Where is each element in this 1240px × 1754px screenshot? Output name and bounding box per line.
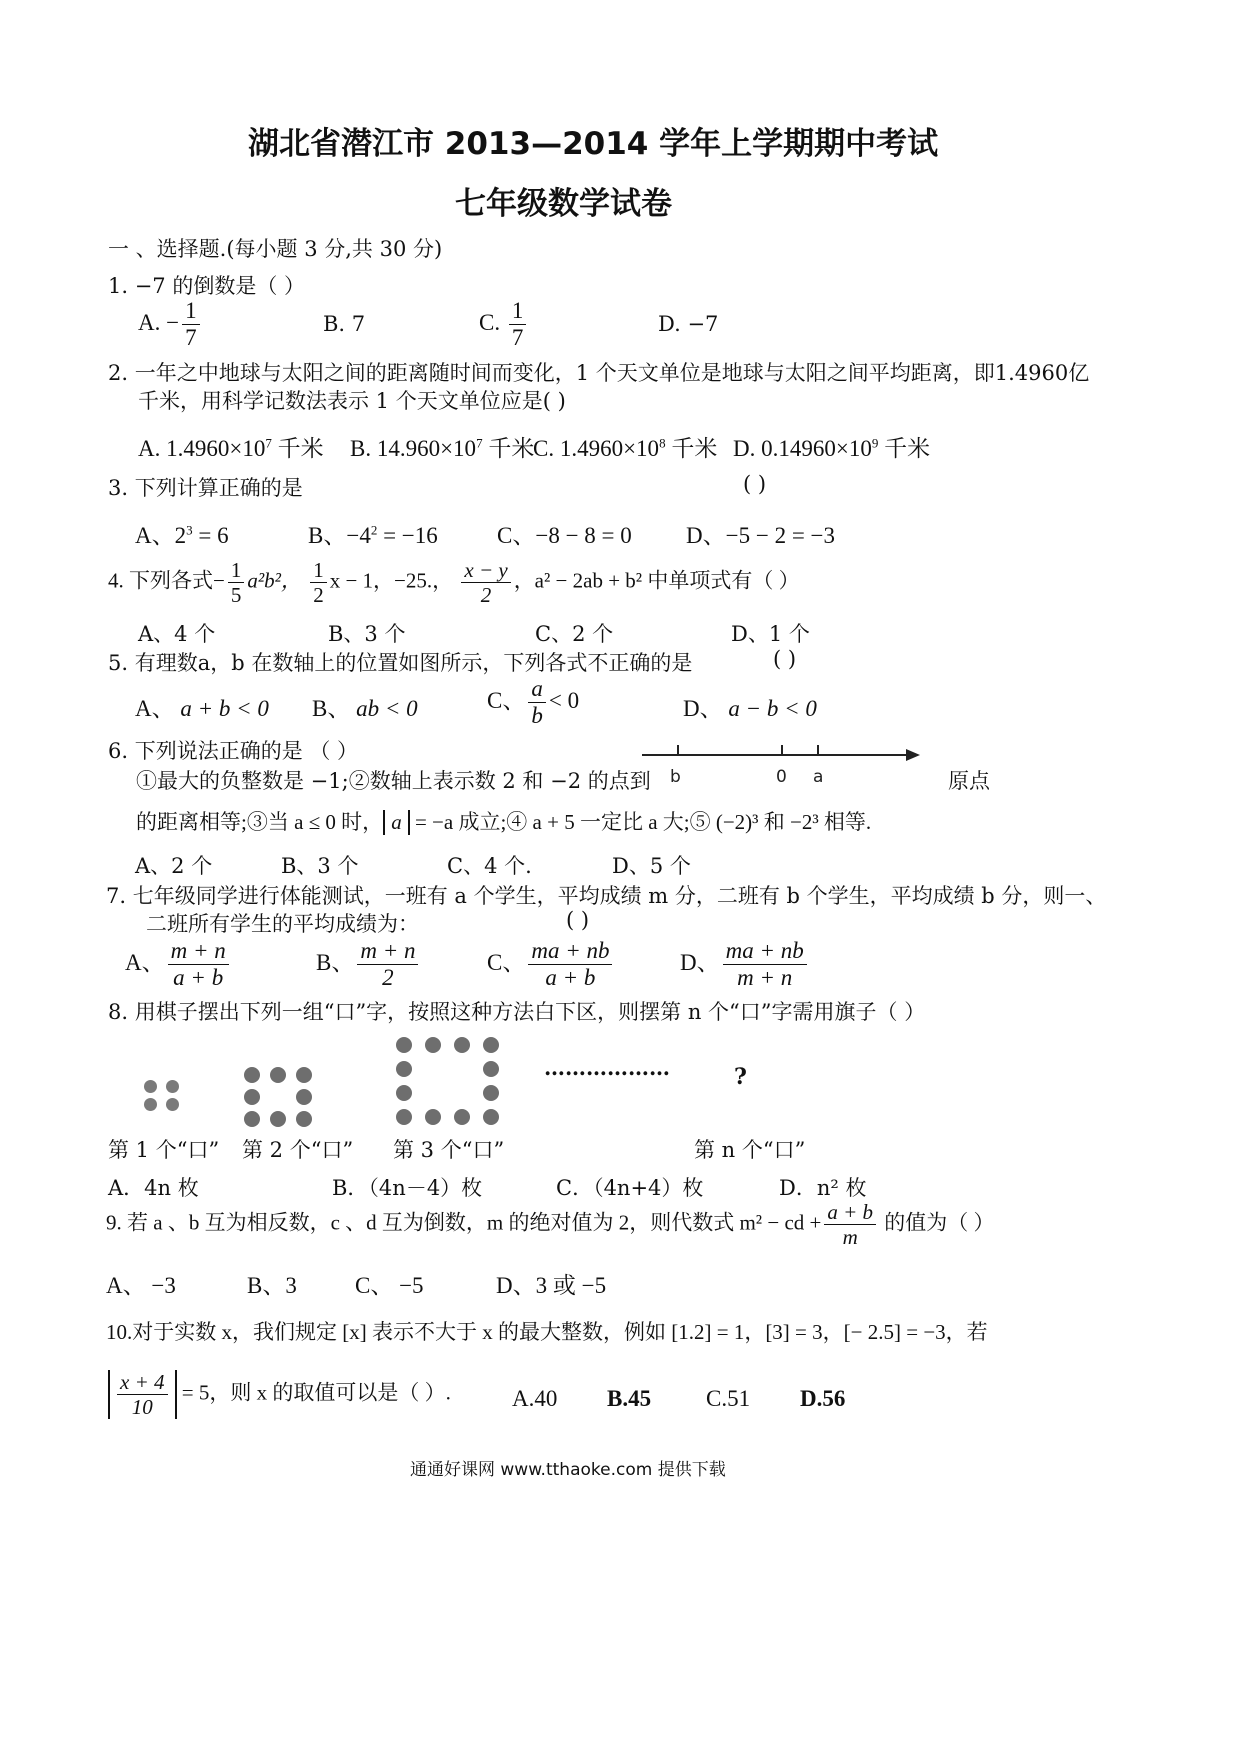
q6-abs-a: a (383, 810, 410, 835)
q4-t2-rest: x − 1，−25.， (329, 568, 454, 593)
stone (144, 1098, 157, 1111)
q1-option-a (138, 298, 203, 352)
q8-label-3: 第 3 个“口” (393, 1138, 505, 1162)
q7-c-frac (528, 938, 612, 992)
stone (166, 1080, 179, 1093)
q1-option-b: B. 7 (323, 312, 366, 336)
q7-a-frac (168, 938, 229, 992)
q9-option-c: C、 −5 (355, 1273, 424, 1298)
q1-c-label: C. (479, 310, 501, 336)
q10-line1: 10.对于实数 x，我们规定 [x] 表示不大于 x 的最大整数，例如 [1.2] = 1，[3] = 3，[− 2.5] = −3，若 (106, 1320, 988, 1344)
q7-b-label: B、 (316, 950, 355, 976)
q4-t1-sign: − (213, 568, 225, 593)
stone (244, 1089, 260, 1105)
section-heading: 一 、选择题.(每小题 3 分,共 30 分) (108, 237, 443, 261)
q9-stem (106, 1200, 995, 1249)
q1-a-sign: − (166, 310, 180, 336)
number-line-label-a: a (813, 767, 824, 787)
q1-c-num: 1 (509, 298, 527, 325)
q2-c-exp: 8 (659, 435, 666, 451)
q10-option-b: B.45 (607, 1386, 652, 1411)
q5-a-math: a + b < 0 (180, 696, 269, 721)
q1-a-frac (182, 298, 200, 352)
q4-option-c: C、2 个 (535, 622, 614, 646)
q4-t3-frac (461, 558, 510, 607)
q4-option-d: D、1 个 (731, 622, 810, 646)
q7-d-label: D、 (680, 950, 720, 976)
q2-option-a (138, 430, 324, 463)
q7-d-frac (723, 938, 807, 992)
q5-c-label: C、 (487, 688, 526, 714)
q3-d-label: D、 (686, 523, 726, 548)
q10-frac-num: x + 4 (117, 1370, 168, 1395)
q7-option-b (316, 938, 421, 992)
q2-c-unit: 千米 (665, 436, 718, 461)
q9-stem-start: 9. 若 a 、b 互为相反数，c 、d 互为倒数，m 的绝对值为 2，则代数式 m² − cd + (106, 1210, 822, 1235)
q8-stem: 8. 用棋子摆出下列一组“口”字，按照这种方法白下区，则摆第 n 个“口”字需用旗子（ ） (108, 1000, 926, 1024)
exam-subtitle: 七年级数学试卷 (455, 186, 672, 222)
q5-c-frac (528, 676, 546, 730)
stone (425, 1109, 441, 1125)
q9-frac-num: a + b (824, 1200, 876, 1225)
q3-a-base: 2 (174, 523, 187, 548)
q8-question-mark: ? (734, 1064, 747, 1090)
q2-option-c (533, 430, 717, 463)
q8-label-n: 第 n 个“口” (694, 1138, 806, 1162)
q5-d-math: a − b < 0 (728, 696, 817, 721)
q9-stem-end: 的值为（ ） (879, 1210, 995, 1235)
q3-c-label: C、 (497, 523, 536, 548)
q4-option-b: B、3 个 (328, 622, 406, 646)
q7-option-c (487, 938, 615, 992)
q4-option-a: A、4 个 (138, 622, 216, 646)
stone (144, 1080, 157, 1093)
q6-option-d: D、5 个 (612, 854, 691, 878)
q4-t1-num: 1 (228, 558, 245, 583)
q5-option-d (683, 690, 817, 723)
stone (425, 1037, 441, 1053)
number-line-label-b: b (670, 767, 681, 787)
q8-label-2: 第 2 个“口” (242, 1138, 354, 1162)
q7-d-den: m + n (737, 965, 793, 991)
q7-paren: ( ) (566, 908, 590, 932)
q8-option-a: A．4n 枚 (108, 1176, 199, 1200)
q2-line2: 千米，用科学记数法表示 1 个天文单位应是( ) (138, 389, 566, 413)
stone (396, 1037, 412, 1053)
q3-b-label: B、 (308, 523, 347, 548)
q1-a-label: A. (138, 310, 161, 336)
q8-label-1: 第 1 个“口” (108, 1138, 220, 1162)
stone (483, 1109, 499, 1125)
q3-option-c (497, 517, 632, 550)
q6-line3b: = −a 成立;④ a + 5 一定比 a 大;⑤ (−2)³ 和 −2³ 相等. (409, 810, 872, 834)
q2-d-unit: 千米 (878, 436, 931, 461)
q7-c-num: ma + nb (528, 938, 612, 965)
q2-d-exp: 9 (871, 435, 879, 451)
stone (166, 1098, 179, 1111)
q6-line2: ①最大的负整数是 −1;②数轴上表示数 2 和 −2 的点到 (136, 769, 651, 793)
q8-option-c: C．（4n+4）枚 (556, 1176, 704, 1200)
q4-t1-den: 5 (230, 583, 242, 608)
q6-line3 (136, 806, 871, 836)
q4-t1-rest: a²b²， (247, 568, 302, 593)
q5-b-math: ab < 0 (356, 696, 418, 721)
q4-t3-den: 2 (480, 583, 492, 608)
q9-frac (824, 1200, 876, 1249)
q2-b-exp: 7 (476, 435, 483, 451)
q7-c-den: a + b (545, 965, 596, 991)
q5-b-label: B、 (312, 696, 351, 721)
q4-t4: ，a² − 2ab + b² 中单项式有（ ） (513, 568, 800, 593)
footer-text: 通通好课网 www.tthaoke.com 提供下载 (410, 1460, 726, 1480)
q5-d-label: D、 (683, 696, 723, 721)
q9-frac-den: m (842, 1225, 858, 1250)
q5-c-rest: < 0 (548, 688, 580, 714)
q10-option-d: D.56 (800, 1386, 846, 1411)
q5-paren: ( ) (773, 647, 797, 671)
q4-t2-frac (310, 558, 327, 607)
q2-d-text: D. 0.14960×10 (733, 436, 872, 461)
number-line-label-0: 0 (776, 767, 787, 787)
q9-option-d: D、3 或 −5 (496, 1273, 607, 1298)
q5-a-label: A、 (135, 696, 175, 721)
stone (483, 1037, 499, 1053)
q9-option-b: B、3 (247, 1273, 297, 1298)
stone (396, 1085, 412, 1101)
q2-b-text: B. 14.960×10 (350, 436, 477, 461)
q1-a-den: 7 (185, 325, 197, 351)
q2-b-unit: 千米 (482, 436, 535, 461)
q7-line1: 7. 七年级同学进行体能测试，一班有 a 个学生，平均成绩 m 分，二班有 b 个学生，平均成绩 b 分，则一、 (106, 884, 1107, 908)
q3-b-exp: 2 (370, 522, 378, 538)
q7-b-num: m + n (357, 938, 418, 965)
q10-rest: = 5，则 x 的取值可以是（ ）. (181, 1380, 451, 1405)
q2-line1: 2. 一年之中地球与太阳之间的距离随时间而变化，1 个天文单位是地球与太阳之间平均距离，即1.4960亿 (108, 361, 1090, 385)
q2-option-d (733, 430, 930, 463)
q4-stem-start: 4. 下列各式 (108, 568, 213, 593)
stone (396, 1061, 412, 1077)
q3-option-d (686, 517, 835, 550)
q6-origin-label: 原点 (948, 769, 990, 793)
q6-option-c: C、4 个. (447, 854, 532, 878)
q3-c-math: −8 − 8 = 0 (535, 523, 632, 548)
q3-a-label: A、 (135, 523, 175, 548)
q2-c-text: C. 1.4960×10 (533, 436, 660, 461)
stone (483, 1085, 499, 1101)
q1-stem: 1. −7 的倒数是（ ） (108, 274, 306, 298)
q7-d-num: ma + nb (723, 938, 807, 965)
q3-option-b (308, 517, 438, 550)
q10-option-a: A.40 (512, 1386, 558, 1411)
q5-option-b (312, 690, 418, 723)
q3-option-a (135, 517, 229, 550)
stone (454, 1109, 470, 1125)
stone (483, 1061, 499, 1077)
q3-b-base: −4 (346, 523, 371, 548)
q8-ellipsis: ……………… (544, 1055, 670, 1080)
q6-line3a: 的距离相等;③当 a ≤ 0 时， (136, 810, 384, 834)
number-line-arrow (906, 749, 920, 761)
q8-option-d: D．n² 枚 (779, 1176, 867, 1200)
q4-t1-frac (228, 558, 245, 607)
q7-line2: 二班所有学生的平均成绩为： (146, 912, 419, 936)
q6-stem: 6. 下列说法正确的是 （ ） (108, 739, 359, 763)
q7-a-num: m + n (168, 938, 229, 965)
q1-option-c (479, 298, 529, 352)
q7-a-label: A、 (125, 950, 165, 976)
q5-c-num: a (528, 676, 546, 703)
q2-a-exp: 7 (265, 435, 272, 451)
stone (396, 1109, 412, 1125)
q8-option-b: B．（4n－4）枚 (332, 1176, 483, 1200)
q4-t3-num: x − y (461, 558, 510, 583)
q10-frac-den: 10 (131, 1395, 153, 1420)
stone (244, 1111, 260, 1127)
number-line (630, 730, 940, 790)
q3-paren: ( ) (743, 472, 767, 496)
q1-c-frac (509, 298, 527, 352)
q7-c-label: C、 (487, 950, 526, 976)
exam-title: 湖北省潜江市 2013—2014 学年上学期期中考试 (248, 126, 939, 162)
stone (296, 1111, 312, 1127)
stone (296, 1067, 312, 1083)
q7-option-a (125, 938, 232, 992)
q3-a-exp: 3 (186, 522, 193, 538)
q4-stem (108, 558, 800, 607)
q4-t2-den: 2 (313, 583, 324, 608)
q3-stem: 3. 下列计算正确的是 (108, 476, 303, 500)
q4-t2-num: 1 (310, 558, 327, 583)
q1-a-num: 1 (182, 298, 200, 325)
q3-b-rest: = −16 (377, 523, 438, 548)
stone (296, 1089, 312, 1105)
stone (270, 1067, 286, 1083)
q7-b-frac (357, 938, 418, 992)
q5-stem: 5. 有理数a，b 在数轴上的位置如图所示，下列各式不正确的是 (108, 651, 693, 675)
q1-option-d: D. −7 (658, 312, 719, 336)
stone (454, 1037, 470, 1053)
q7-b-den: 2 (382, 965, 394, 991)
q5-option-a (135, 690, 269, 723)
q6-option-b: B、3 个 (281, 854, 359, 878)
q1-c-den: 7 (511, 325, 524, 351)
q2-a-unit: 千米 (271, 436, 324, 461)
q5-c-den: b (531, 703, 543, 729)
q6-option-a: A、2 个 (135, 854, 213, 878)
stone (270, 1111, 286, 1127)
stone (244, 1067, 260, 1083)
q5-option-c (487, 676, 579, 730)
q3-a-rest: = 6 (192, 523, 229, 548)
q10-line2 (108, 1370, 451, 1419)
q10-option-c: C.51 (706, 1386, 751, 1411)
q7-option-d (680, 938, 810, 992)
q10-floor-bracket (108, 1370, 177, 1419)
q2-option-b (350, 430, 534, 463)
q2-a-text: A. 1.4960×10 (138, 436, 266, 461)
q10-frac (117, 1370, 168, 1419)
q7-a-den: a + b (173, 965, 224, 991)
q3-d-math: −5 − 2 = −3 (725, 523, 836, 548)
q9-option-a: A、 −3 (106, 1273, 176, 1298)
